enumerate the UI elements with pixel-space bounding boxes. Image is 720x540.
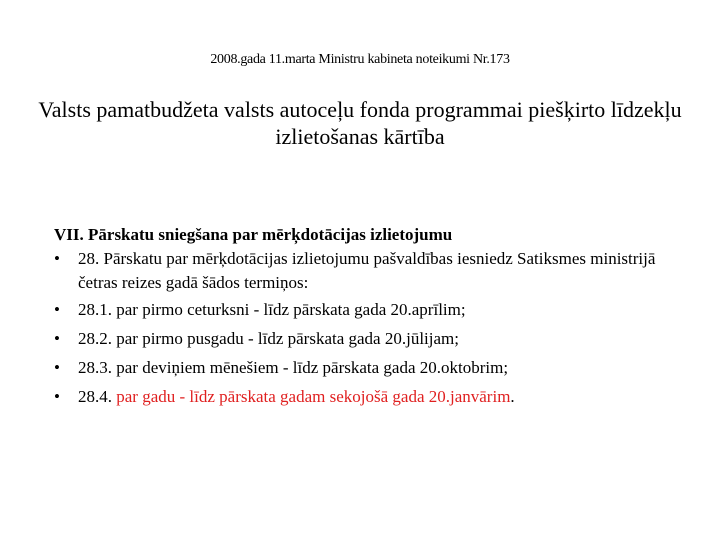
list-item (54, 385, 694, 409)
bullet-icon: • (54, 249, 60, 268)
bullet-list (54, 247, 694, 409)
list-item (54, 327, 694, 351)
section-heading: VII. Pārskatu sniegšana par mērķdotācijas izlietojumu (54, 225, 453, 244)
list-item-suffix: . (510, 387, 515, 406)
bullet-icon: • (54, 358, 60, 377)
list-item (54, 356, 694, 380)
bullet-icon: • (54, 329, 60, 348)
bullet-icon: • (54, 300, 60, 319)
list-item (54, 247, 694, 295)
list-item-prefix: 28.4. (78, 387, 117, 406)
regulation-reference: 2008.gada 11.marta Ministru kabineta noteikumi Nr.173 (210, 52, 510, 67)
list-item (54, 298, 694, 322)
list-item-text: 28.3. par deviņiem mēnešiem - līdz pārskata gada 20.oktobrim; (78, 358, 509, 377)
bullet-icon: • (54, 387, 60, 406)
page-title: Valsts pamatbudžeta valsts autoceļu fonda programmai piešķirto līdzekļu izlietošanas kārtība (38, 97, 682, 149)
list-item-text: 28. Pārskatu par mērķdotācijas izlietojumu pašvaldības iesniedz Satiksmes ministrijā četras reizes gadā šādos termiņos: (78, 249, 656, 292)
content-body (54, 223, 694, 414)
list-item-text: 28.1. par pirmo ceturksni - līdz pārskata gada 20.aprīlim; (78, 300, 466, 319)
highlighted-deadline-text: par gadu - līdz pārskata gadam sekojošā gada 20.janvārim (116, 387, 511, 406)
list-item-text: 28.2. par pirmo pusgadu - līdz pārskata gada 20.jūlijam; (78, 329, 459, 348)
